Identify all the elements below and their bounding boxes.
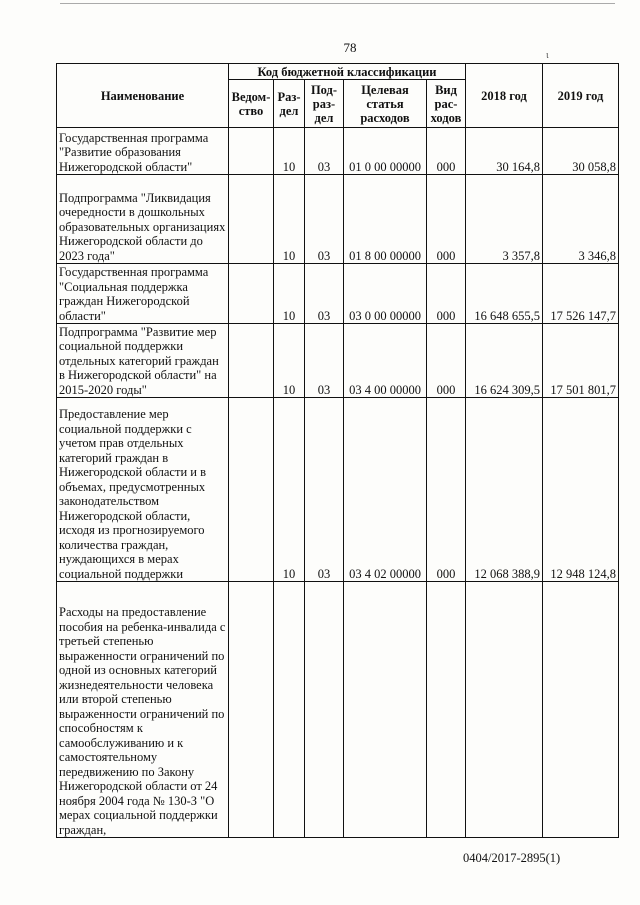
row-section: 10: [274, 128, 305, 175]
row-target-article: 01 8 00 00000: [344, 175, 427, 264]
row-expense-type: 000: [427, 398, 466, 582]
row-subsection: 03: [305, 324, 344, 398]
row-target-article: 01 0 00 00000: [344, 128, 427, 175]
row-amount-2018: 16 648 655,5: [466, 264, 543, 324]
row-department: [229, 324, 274, 398]
budget-table: [56, 63, 619, 838]
table-row: [57, 398, 619, 582]
row-expense-type: [427, 582, 466, 838]
row-amount-2019: 30 058,8: [543, 128, 619, 175]
row-target-article: 03 4 00 00000: [344, 324, 427, 398]
row-target-article: 03 0 00 00000: [344, 264, 427, 324]
page-number: 78: [343, 40, 357, 55]
row-subsection: 03: [305, 128, 344, 175]
table-row: [57, 324, 619, 398]
header-subsection: Под- раз- дел: [305, 80, 344, 128]
row-name: Подпрограмма "Ликвидация очередности в дошкольных образовательных организациях Нижегородской области до 2023 года": [57, 175, 229, 264]
row-section: 10: [274, 398, 305, 582]
table-row: [57, 264, 619, 324]
row-expense-type: 000: [427, 264, 466, 324]
header-2018: 2018 год: [466, 64, 543, 128]
table-row: [57, 175, 619, 264]
row-name: Подпрограмма "Развитие мер социальной поддержки отдельных категорий граждан в Нижегородской области" на 2015-2020 годы": [57, 324, 229, 398]
row-amount-2019: [543, 582, 619, 838]
row-amount-2018: 3 357,8: [466, 175, 543, 264]
row-subsection: 03: [305, 175, 344, 264]
row-amount-2019: 17 526 147,7: [543, 264, 619, 324]
row-amount-2019: 12 948 124,8: [543, 398, 619, 582]
row-section: 10: [274, 324, 305, 398]
header-classification-code: Код бюджетной классификации: [229, 64, 466, 80]
row-amount-2018: 30 164,8: [466, 128, 543, 175]
row-target-article: [344, 582, 427, 838]
row-name: Государственная программа "Развитие образования Нижегородской области": [57, 128, 229, 175]
row-amount-2019: 3 346,8: [543, 175, 619, 264]
table-body: [57, 128, 619, 838]
row-department: [229, 582, 274, 838]
row-section: [274, 582, 305, 838]
row-department: [229, 398, 274, 582]
row-subsection: 03: [305, 264, 344, 324]
row-amount-2019: 17 501 801,7: [543, 324, 619, 398]
margin-mark: ι: [546, 50, 549, 61]
row-section: 10: [274, 175, 305, 264]
table-row: [57, 582, 619, 838]
header-target-article: Целевая статья расходов: [344, 80, 427, 128]
header-section: Раз- дел: [274, 80, 305, 128]
header-name: Наименование: [57, 64, 229, 128]
row-subsection: [305, 582, 344, 838]
row-section: 10: [274, 264, 305, 324]
row-expense-type: 000: [427, 324, 466, 398]
row-name: Государственная программа "Социальная поддержка граждан Нижегородской области": [57, 264, 229, 324]
row-amount-2018: 12 068 388,9: [466, 398, 543, 582]
header-department: Ведом- ство: [229, 80, 274, 128]
row-department: [229, 264, 274, 324]
row-amount-2018: 16 624 309,5: [466, 324, 543, 398]
row-department: [229, 175, 274, 264]
row-name: Предоставление мер социальной поддержки с учетом прав отдельных категорий граждан в Нижегородской области и в объемах, предусмотренных законодательством Нижегородской области, исходя из прогнозируемого количества граждан, нуждающихся в мерах социальной поддержки: [57, 398, 229, 582]
scan-top-edge-line: [60, 3, 615, 4]
row-target-article: 03 4 02 00000: [344, 398, 427, 582]
row-subsection: 03: [305, 398, 344, 582]
row-name: Расходы на предоставление пособия на ребенка-инвалида с третьей степенью выраженности ограничений по одной из основных категорий жизнедеятельности человека или второй степенью выраженности ограничений по способностям к самообслуживанию и к самостоятельному передвижению по Закону Нижегородской области от 24 ноября 2004 года № 130-З "О мерах социальной поддержки граждан,: [57, 582, 229, 838]
row-expense-type: 000: [427, 128, 466, 175]
table-row: [57, 128, 619, 175]
row-amount-2018: [466, 582, 543, 838]
header-expense-type: Вид рас- ходов: [427, 80, 466, 128]
document-code: 0404/2017-2895(1): [463, 851, 561, 865]
header-2019: 2019 год: [543, 64, 619, 128]
row-department: [229, 128, 274, 175]
table-header: [57, 64, 619, 128]
row-expense-type: 000: [427, 175, 466, 264]
